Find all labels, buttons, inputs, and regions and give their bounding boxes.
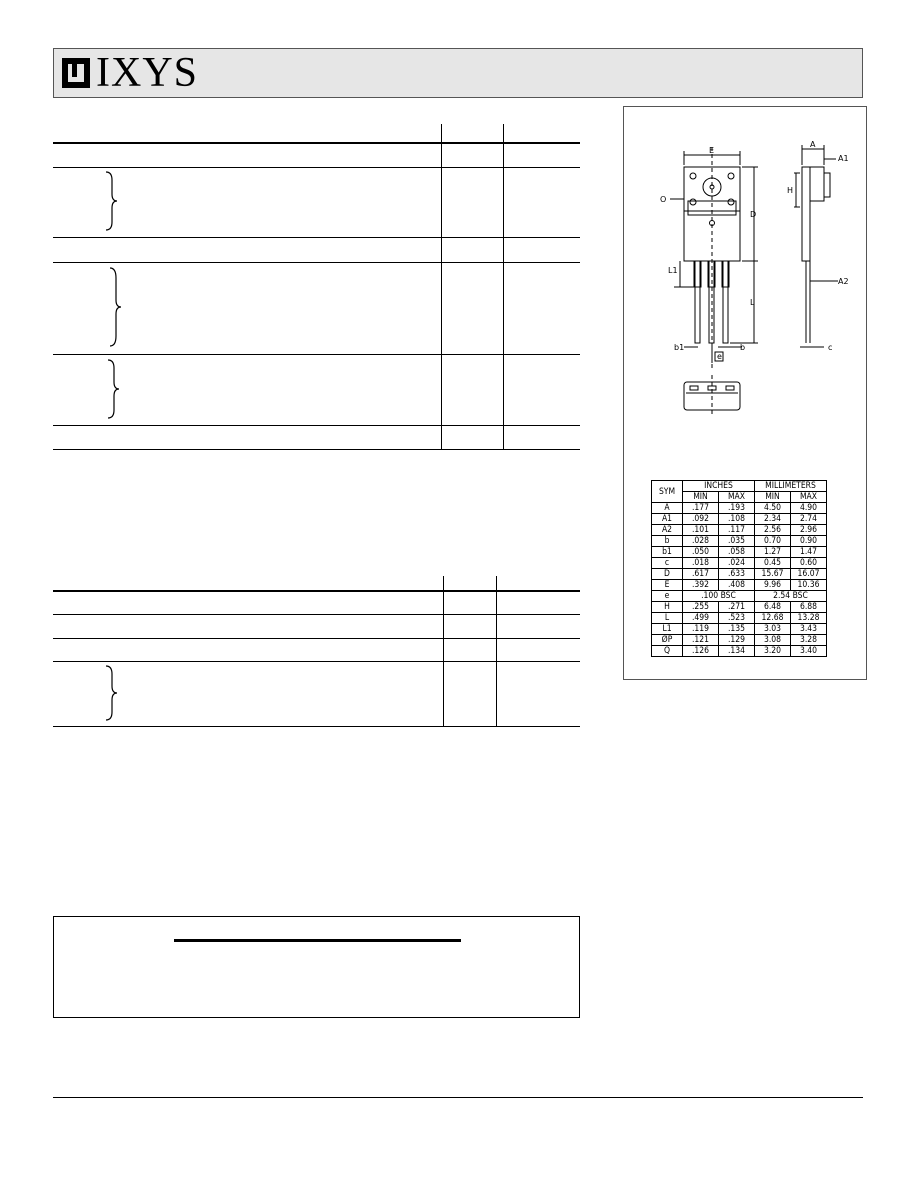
dim-mm-max: 0.60	[791, 558, 827, 569]
dim-row	[652, 602, 827, 613]
dim-in-span: .100 BSC	[683, 591, 755, 602]
dim-row	[652, 514, 827, 525]
dim-in-max: .024	[719, 558, 755, 569]
col-sym: SYM	[652, 481, 683, 503]
dim-sym: H	[652, 602, 683, 613]
dim-in-min: .126	[683, 646, 719, 657]
dim-mm-max: 6.88	[791, 602, 827, 613]
dim-mm-min: 12.68	[755, 613, 791, 624]
col-in-min: MIN	[683, 492, 719, 503]
dim-row	[652, 547, 827, 558]
brace-2	[108, 266, 122, 348]
dim-row	[652, 558, 827, 569]
dim-row	[652, 525, 827, 536]
ixys-logo	[62, 50, 199, 96]
dim-sym: L	[652, 613, 683, 624]
label-L: L	[750, 298, 755, 307]
dim-in-max: .035	[719, 536, 755, 547]
label-A: A	[810, 140, 816, 149]
dim-in-min: .018	[683, 558, 719, 569]
dim-mm-min: 2.34	[755, 514, 791, 525]
dim-sym: D	[652, 569, 683, 580]
package-dimension-table	[651, 480, 827, 657]
dim-mm-min: 3.03	[755, 624, 791, 635]
brace-1	[104, 170, 118, 232]
dim-mm-span: 2.54 BSC	[755, 591, 827, 602]
dim-in-min: .092	[683, 514, 719, 525]
dim-sym: E	[652, 580, 683, 591]
col-mm-max: MAX	[791, 492, 827, 503]
dim-mm-max: 2.96	[791, 525, 827, 536]
dim-in-min: .101	[683, 525, 719, 536]
dim-row	[652, 613, 827, 624]
dim-row	[652, 503, 827, 514]
dim-in-max: .108	[719, 514, 755, 525]
dim-in-max: .058	[719, 547, 755, 558]
brace-3	[106, 358, 120, 420]
footer-rule	[53, 1097, 863, 1098]
dim-in-max: .134	[719, 646, 755, 657]
dim-mm-min: 2.56	[755, 525, 791, 536]
label-A2: A2	[838, 277, 849, 286]
label-O: O	[660, 195, 667, 204]
dim-row	[652, 591, 827, 602]
dim-mm-max: 2.74	[791, 514, 827, 525]
dim-sym: A2	[652, 525, 683, 536]
dim-in-min: .392	[683, 580, 719, 591]
dim-mm-min: 0.45	[755, 558, 791, 569]
dim-mm-max: 4.90	[791, 503, 827, 514]
dim-sym: c	[652, 558, 683, 569]
dim-in-max: .193	[719, 503, 755, 514]
dim-row	[652, 635, 827, 646]
label-b: b	[740, 343, 746, 352]
col-in-max: MAX	[719, 492, 755, 503]
dim-mm-min: 3.08	[755, 635, 791, 646]
dim-row	[652, 580, 827, 591]
col-mm: MILLIMETERS	[755, 481, 827, 492]
dim-mm-max: 16.07	[791, 569, 827, 580]
dim-mm-max: 13.28	[791, 613, 827, 624]
dim-mm-max: 0.90	[791, 536, 827, 547]
dim-in-max: .135	[719, 624, 755, 635]
dim-row	[652, 569, 827, 580]
dim-mm-min: 1.27	[755, 547, 791, 558]
dim-sym: Q	[652, 646, 683, 657]
dim-sym: b1	[652, 547, 683, 558]
label-D: D	[750, 210, 757, 219]
dim-in-min: .121	[683, 635, 719, 646]
col-mm-min: MIN	[755, 492, 791, 503]
dim-in-min: .499	[683, 613, 719, 624]
dim-mm-min: 9.96	[755, 580, 791, 591]
dim-in-max: .408	[719, 580, 755, 591]
dim-mm-max: 10.36	[791, 580, 827, 591]
note-box	[53, 916, 580, 1018]
note-rule	[174, 939, 461, 942]
dim-in-min: .119	[683, 624, 719, 635]
dim-mm-max: 1.47	[791, 547, 827, 558]
dim-in-min: .028	[683, 536, 719, 547]
logo-text: IXYS	[96, 50, 199, 96]
dim-row	[652, 536, 827, 547]
dim-sym: A	[652, 503, 683, 514]
package-drawing	[624, 107, 866, 417]
brace-4	[104, 664, 118, 722]
label-b1: b1	[674, 343, 685, 352]
label-c: c	[828, 343, 833, 352]
dim-sym: A1	[652, 514, 683, 525]
dim-header-row-1	[652, 481, 827, 492]
label-E: E	[709, 146, 715, 155]
dim-mm-min: 15.67	[755, 569, 791, 580]
dim-in-max: .117	[719, 525, 755, 536]
dim-mm-max: 3.40	[791, 646, 827, 657]
dim-in-min: .177	[683, 503, 719, 514]
label-H: H	[787, 186, 794, 195]
dim-in-min: .050	[683, 547, 719, 558]
dim-sym: b	[652, 536, 683, 547]
label-L1: L1	[668, 266, 678, 275]
dim-sym: L1	[652, 624, 683, 635]
dim-mm-min: 4.50	[755, 503, 791, 514]
dim-in-min: .617	[683, 569, 719, 580]
dim-row	[652, 624, 827, 635]
dim-in-max: .129	[719, 635, 755, 646]
label-A1: A1	[838, 154, 849, 163]
dim-in-max: .523	[719, 613, 755, 624]
dim-mm-max: 3.43	[791, 624, 827, 635]
dim-mm-max: 3.28	[791, 635, 827, 646]
dim-mm-min: 0.70	[755, 536, 791, 547]
dim-mm-min: 3.20	[755, 646, 791, 657]
dim-sym: e	[652, 591, 683, 602]
dim-row	[652, 646, 827, 657]
label-e: e	[717, 352, 722, 361]
dim-in-max: .271	[719, 602, 755, 613]
header-bar	[53, 48, 863, 98]
col-inches: INCHES	[683, 481, 755, 492]
dim-in-max: .633	[719, 569, 755, 580]
dim-mm-min: 6.48	[755, 602, 791, 613]
ixys-logo-mark-icon	[62, 58, 90, 88]
dim-in-min: .255	[683, 602, 719, 613]
dim-sym: ØP	[652, 635, 683, 646]
